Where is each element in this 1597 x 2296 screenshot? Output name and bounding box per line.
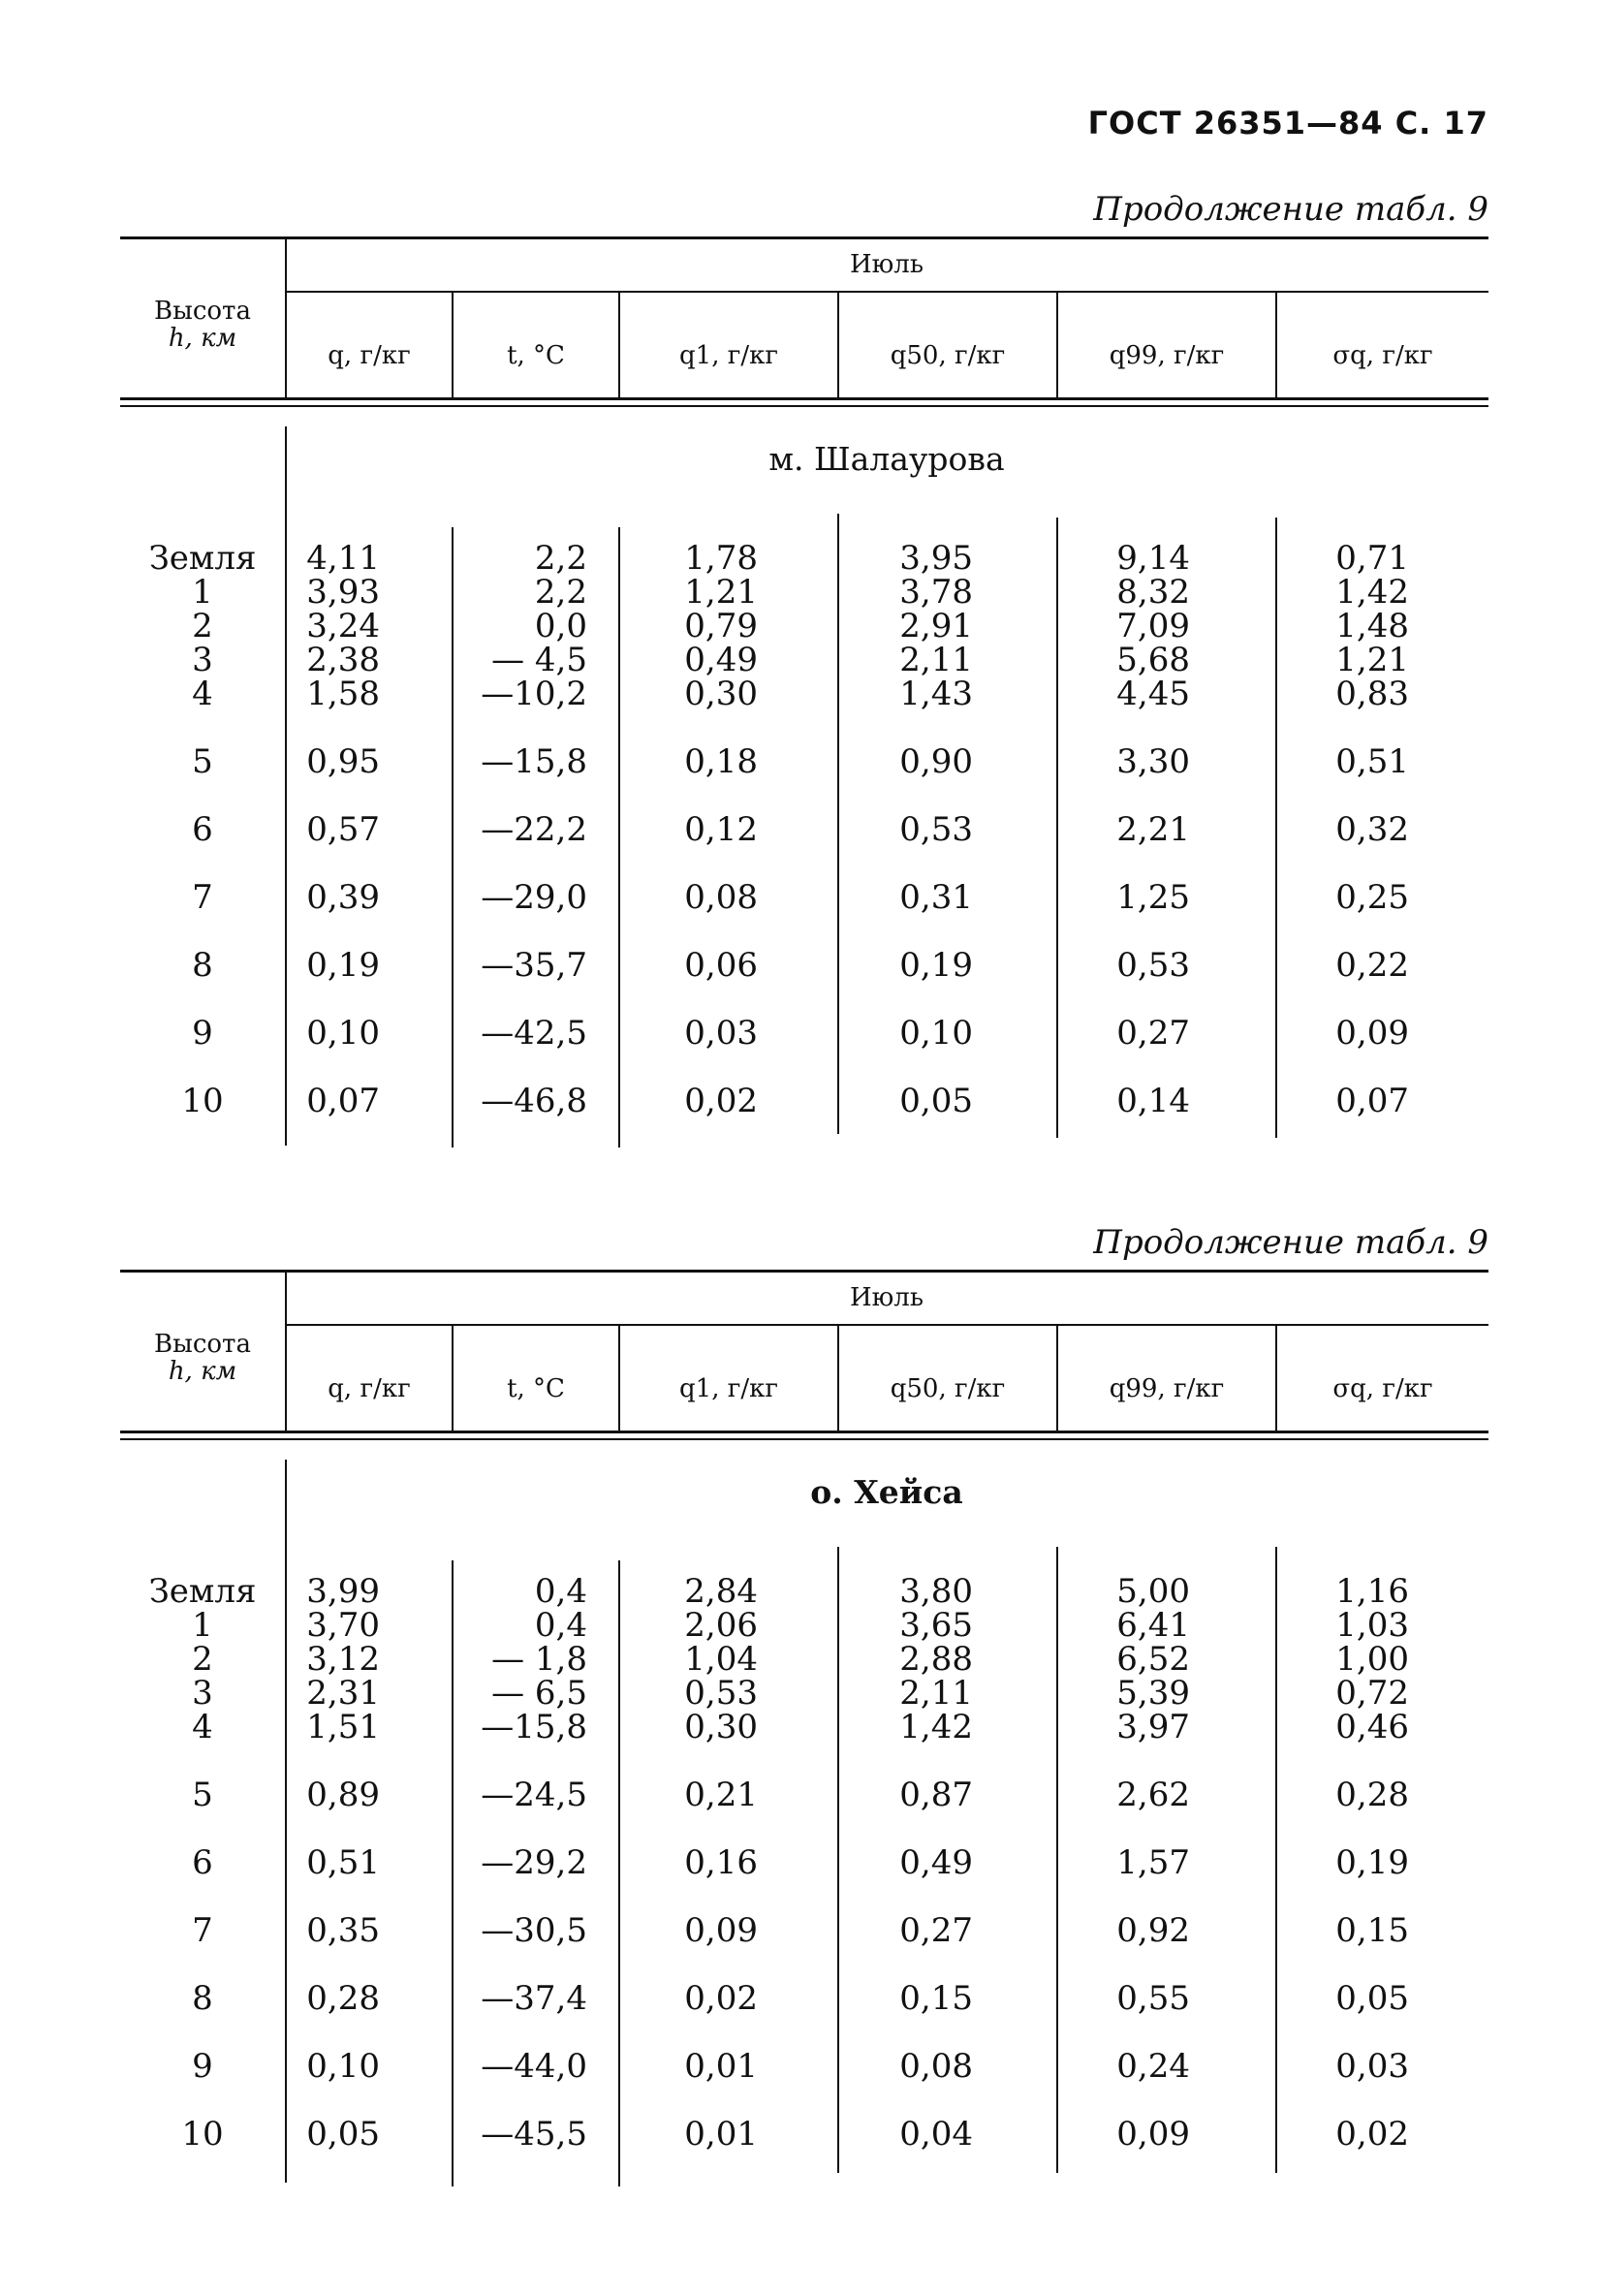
cell-q-mean: 0,95 — [306, 742, 380, 781]
cell-q1: 0,12 — [684, 810, 758, 849]
row-height-label: 7 — [192, 1911, 213, 1950]
row-height-label: 3 — [192, 641, 213, 679]
cell-sigma-q: 0,22 — [1335, 946, 1409, 985]
cell-sigma-q: 0,71 — [1335, 539, 1409, 578]
cell-q1: 2,06 — [684, 1606, 758, 1645]
cell-t-mean: —37,4 — [481, 1979, 587, 2018]
cell-q99: 1,57 — [1116, 1843, 1190, 1882]
col-header-q50: q50, г/кг — [890, 341, 1006, 370]
month-label: Июль — [850, 1283, 924, 1312]
cell-sigma-q: 0,02 — [1335, 2115, 1409, 2154]
cell-q-mean: 3,99 — [306, 1572, 380, 1611]
cell-sigma-q: 0,05 — [1335, 1979, 1409, 2018]
cell-q1: 1,21 — [684, 573, 758, 612]
col-header-t-mean: t, °С — [507, 1374, 565, 1403]
station-name: о. Хейса — [810, 1473, 963, 1511]
cell-q99: 5,39 — [1116, 1674, 1190, 1713]
cell-t-mean: —15,8 — [481, 742, 587, 781]
cell-q1: 1,04 — [684, 1640, 758, 1679]
cell-t-mean: —30,5 — [481, 1911, 587, 1950]
cell-q50: 1,42 — [899, 1708, 973, 1746]
height-label: Высота — [154, 1330, 251, 1359]
col-header-q99: q99, г/кг — [1109, 341, 1225, 370]
row-height-label: 1 — [192, 1606, 213, 1645]
cell-q1: 0,01 — [684, 2115, 758, 2154]
cell-t-mean: —42,5 — [481, 1014, 587, 1053]
cell-q99: 9,14 — [1116, 539, 1190, 578]
cell-sigma-q: 1,48 — [1335, 607, 1409, 645]
cell-q1: 0,06 — [684, 946, 758, 985]
col-divider — [1275, 518, 1277, 1138]
table-continuation-label: Продолжение табл. 9 — [1093, 1223, 1488, 1262]
cell-q50: 1,43 — [899, 675, 973, 713]
cell-q1: 2,84 — [684, 1572, 758, 1611]
cell-q99: 1,25 — [1116, 878, 1190, 917]
cell-sigma-q: 0,25 — [1335, 878, 1409, 917]
row-height-label: 9 — [192, 2047, 213, 2086]
cell-q50: 0,15 — [899, 1979, 973, 2018]
data-table — [120, 236, 1488, 1148]
cell-q-mean: 0,35 — [306, 1911, 380, 1950]
cell-q99: 0,53 — [1116, 946, 1190, 985]
cell-q50: 0,05 — [899, 1082, 973, 1120]
cell-q50: 3,78 — [899, 573, 973, 612]
cell-sigma-q: 0,32 — [1335, 810, 1409, 849]
col-divider — [618, 1560, 620, 2186]
col-divider — [837, 1547, 839, 2173]
cell-q1: 0,30 — [684, 1708, 758, 1746]
cell-q99: 0,55 — [1116, 1979, 1190, 2018]
cell-sigma-q: 0,03 — [1335, 2047, 1409, 2086]
cell-q99: 2,62 — [1116, 1776, 1190, 1814]
row-height-label: 8 — [192, 946, 213, 985]
cell-q99: 4,45 — [1116, 675, 1190, 713]
cell-q1: 1,78 — [684, 539, 758, 578]
cell-t-mean: 0,4 — [534, 1606, 587, 1645]
cell-sigma-q: 0,46 — [1335, 1708, 1409, 1746]
row-height-label: 9 — [192, 1014, 213, 1053]
cell-q99: 5,68 — [1116, 641, 1190, 679]
cell-sigma-q: 0,83 — [1335, 675, 1409, 713]
cell-q-mean: 0,57 — [306, 810, 380, 849]
row-height-label: Земля — [148, 539, 257, 578]
cell-q50: 2,11 — [899, 641, 973, 679]
cell-t-mean: —24,5 — [481, 1776, 587, 1814]
cell-q1: 0,79 — [684, 607, 758, 645]
cell-q1: 0,30 — [684, 675, 758, 713]
cell-t-mean: —15,8 — [481, 1708, 587, 1746]
month-rule — [285, 291, 1488, 293]
col-divider — [837, 514, 839, 1134]
cell-q1: 0,21 — [684, 1776, 758, 1814]
cell-q-mean: 0,10 — [306, 2047, 380, 2086]
height-label: Высота — [154, 297, 251, 326]
cell-q99: 2,21 — [1116, 810, 1190, 849]
cell-q50: 0,53 — [899, 810, 973, 849]
cell-q1: 0,03 — [684, 1014, 758, 1053]
cell-q50: 2,88 — [899, 1640, 973, 1679]
cell-sigma-q: 1,03 — [1335, 1606, 1409, 1645]
col-divider — [452, 1560, 454, 2186]
cell-t-mean: —22,2 — [481, 810, 587, 849]
cell-t-mean: —46,8 — [481, 1082, 587, 1120]
cell-sigma-q: 1,00 — [1335, 1640, 1409, 1679]
cell-q99: 8,32 — [1116, 573, 1190, 612]
cell-q50: 2,11 — [899, 1674, 973, 1713]
cell-q1: 0,02 — [684, 1979, 758, 2018]
table-top-rule — [120, 1270, 1488, 1273]
cell-sigma-q: 0,07 — [1335, 1082, 1409, 1120]
cell-sigma-q: 0,09 — [1335, 1014, 1409, 1053]
table-continuation-label: Продолжение табл. 9 — [1093, 190, 1488, 229]
cell-q50: 0,90 — [899, 742, 973, 781]
cell-q99: 0,14 — [1116, 1082, 1190, 1120]
height-unit-label: h, км — [168, 324, 237, 353]
cell-q50: 3,65 — [899, 1606, 973, 1645]
row-height-label: 7 — [192, 878, 213, 917]
row-height-label: 4 — [192, 675, 213, 713]
cell-t-mean: —29,2 — [481, 1843, 587, 1882]
cell-t-mean: —10,2 — [481, 675, 587, 713]
cell-q-mean: 0,39 — [306, 878, 380, 917]
cell-q99: 6,52 — [1116, 1640, 1190, 1679]
cell-q99: 0,92 — [1116, 1911, 1190, 1950]
cell-q99: 0,27 — [1116, 1014, 1190, 1053]
row-height-label: 2 — [192, 607, 213, 645]
row-height-label: 4 — [192, 1708, 213, 1746]
data-table — [120, 1270, 1488, 2190]
cell-sigma-q: 1,16 — [1335, 1572, 1409, 1611]
cell-t-mean: —29,0 — [481, 878, 587, 917]
cell-q1: 0,49 — [684, 641, 758, 679]
col-header-sigma-q: σq, г/кг — [1332, 341, 1433, 370]
cell-q50: 0,10 — [899, 1014, 973, 1053]
cell-q-mean: 0,10 — [306, 1014, 380, 1053]
cell-q50: 0,08 — [899, 2047, 973, 2086]
cell-q99: 7,09 — [1116, 607, 1190, 645]
col-header-q50: q50, г/кг — [890, 1374, 1006, 1403]
cell-q-mean: 3,24 — [306, 607, 380, 645]
row-height-label: 2 — [192, 1640, 213, 1679]
cell-q-mean: 0,51 — [306, 1843, 380, 1882]
height-unit-label: h, км — [168, 1357, 237, 1386]
cell-t-mean: 0,0 — [534, 607, 587, 645]
cell-q-mean: 1,51 — [306, 1708, 380, 1746]
cell-sigma-q: 0,72 — [1335, 1674, 1409, 1713]
cell-q-mean: 2,38 — [306, 641, 380, 679]
cell-t-mean: — 1,8 — [491, 1640, 587, 1679]
cell-q1: 0,01 — [684, 2047, 758, 2086]
cell-q-mean: 3,93 — [306, 573, 380, 612]
cell-q99: 3,30 — [1116, 742, 1190, 781]
cell-t-mean: 2,2 — [534, 539, 587, 578]
cell-q1: 0,08 — [684, 878, 758, 917]
row-height-label: 10 — [181, 2115, 224, 2154]
row-height-label: 1 — [192, 573, 213, 612]
col-divider — [1275, 1547, 1277, 2173]
cell-q-mean: 0,07 — [306, 1082, 380, 1120]
cell-q99: 6,41 — [1116, 1606, 1190, 1645]
cell-q-mean: 0,28 — [306, 1979, 380, 2018]
cell-t-mean: —35,7 — [481, 946, 587, 985]
col-header-t-mean: t, °С — [507, 341, 565, 370]
cell-q-mean: 3,70 — [306, 1606, 380, 1645]
cell-q50: 0,04 — [899, 2115, 973, 2154]
row-height-label: 5 — [192, 742, 213, 781]
col-header-q99: q99, г/кг — [1109, 1374, 1225, 1403]
month-label: Июль — [850, 250, 924, 279]
cell-q1: 0,02 — [684, 1082, 758, 1120]
col-header-q-mean: q, г/кг — [328, 341, 411, 370]
cell-sigma-q: 0,51 — [1335, 742, 1409, 781]
col-divider — [618, 527, 620, 1148]
month-rule — [285, 1324, 1488, 1326]
cell-q-mean: 3,12 — [306, 1640, 380, 1679]
cell-q1: 0,18 — [684, 742, 758, 781]
cell-q50: 0,19 — [899, 946, 973, 985]
cell-q-mean: 1,58 — [306, 675, 380, 713]
col-divider — [285, 426, 287, 1146]
row-height-label: 5 — [192, 1776, 213, 1814]
cell-q50: 0,87 — [899, 1776, 973, 1814]
cell-q1: 0,09 — [684, 1911, 758, 1950]
cell-sigma-q: 1,42 — [1335, 573, 1409, 612]
col-divider — [285, 1460, 287, 2183]
cell-q50: 3,80 — [899, 1572, 973, 1611]
cell-q-mean: 0,05 — [306, 2115, 380, 2154]
cell-t-mean: —45,5 — [481, 2115, 587, 2154]
cell-q99: 5,00 — [1116, 1572, 1190, 1611]
cell-t-mean: — 4,5 — [491, 641, 587, 679]
row-height-label: 3 — [192, 1674, 213, 1713]
cell-t-mean: —44,0 — [481, 2047, 587, 2086]
row-height-label: 8 — [192, 1979, 213, 2018]
row-height-label: 6 — [192, 810, 213, 849]
cell-q50: 0,49 — [899, 1843, 973, 1882]
cell-q99: 0,24 — [1116, 2047, 1190, 2086]
cell-q-mean: 0,89 — [306, 1776, 380, 1814]
col-divider — [1056, 518, 1058, 1138]
col-header-sigma-q: σq, г/кг — [1332, 1374, 1433, 1403]
cell-t-mean: — 6,5 — [491, 1674, 587, 1713]
col-header-q-mean: q, г/кг — [328, 1374, 411, 1403]
cell-sigma-q: 0,15 — [1335, 1911, 1409, 1950]
cell-q-mean: 0,19 — [306, 946, 380, 985]
cell-q50: 0,31 — [899, 878, 973, 917]
cell-q99: 0,09 — [1116, 2115, 1190, 2154]
cell-q1: 0,16 — [684, 1843, 758, 1882]
cell-q-mean: 2,31 — [306, 1674, 380, 1713]
cell-t-mean: 0,4 — [534, 1572, 587, 1611]
cell-q50: 3,95 — [899, 539, 973, 578]
cell-q50: 0,27 — [899, 1911, 973, 1950]
cell-t-mean: 2,2 — [534, 573, 587, 612]
cell-q50: 2,91 — [899, 607, 973, 645]
table-top-rule — [120, 236, 1488, 239]
cell-sigma-q: 1,21 — [1335, 641, 1409, 679]
cell-sigma-q: 0,28 — [1335, 1776, 1409, 1814]
col-header-q1: q1, г/кг — [679, 341, 778, 370]
row-height-label: 6 — [192, 1843, 213, 1882]
col-divider — [452, 527, 454, 1148]
cell-q99: 3,97 — [1116, 1708, 1190, 1746]
cell-q-mean: 4,11 — [306, 539, 380, 578]
page-header: ГОСТ 26351—84 С. 17 — [1087, 105, 1488, 142]
header-rule-1 — [120, 397, 1488, 400]
header-rule-1 — [120, 1431, 1488, 1433]
cell-sigma-q: 0,19 — [1335, 1843, 1409, 1882]
row-height-label: Земля — [148, 1572, 257, 1611]
row-height-label: 10 — [181, 1082, 224, 1120]
header-rule-2 — [120, 1438, 1488, 1440]
col-divider — [1056, 1547, 1058, 2173]
cell-q1: 0,53 — [684, 1674, 758, 1713]
station-name: м. Шалаурова — [768, 440, 1005, 478]
col-header-q1: q1, г/кг — [679, 1374, 778, 1403]
header-rule-2 — [120, 405, 1488, 407]
